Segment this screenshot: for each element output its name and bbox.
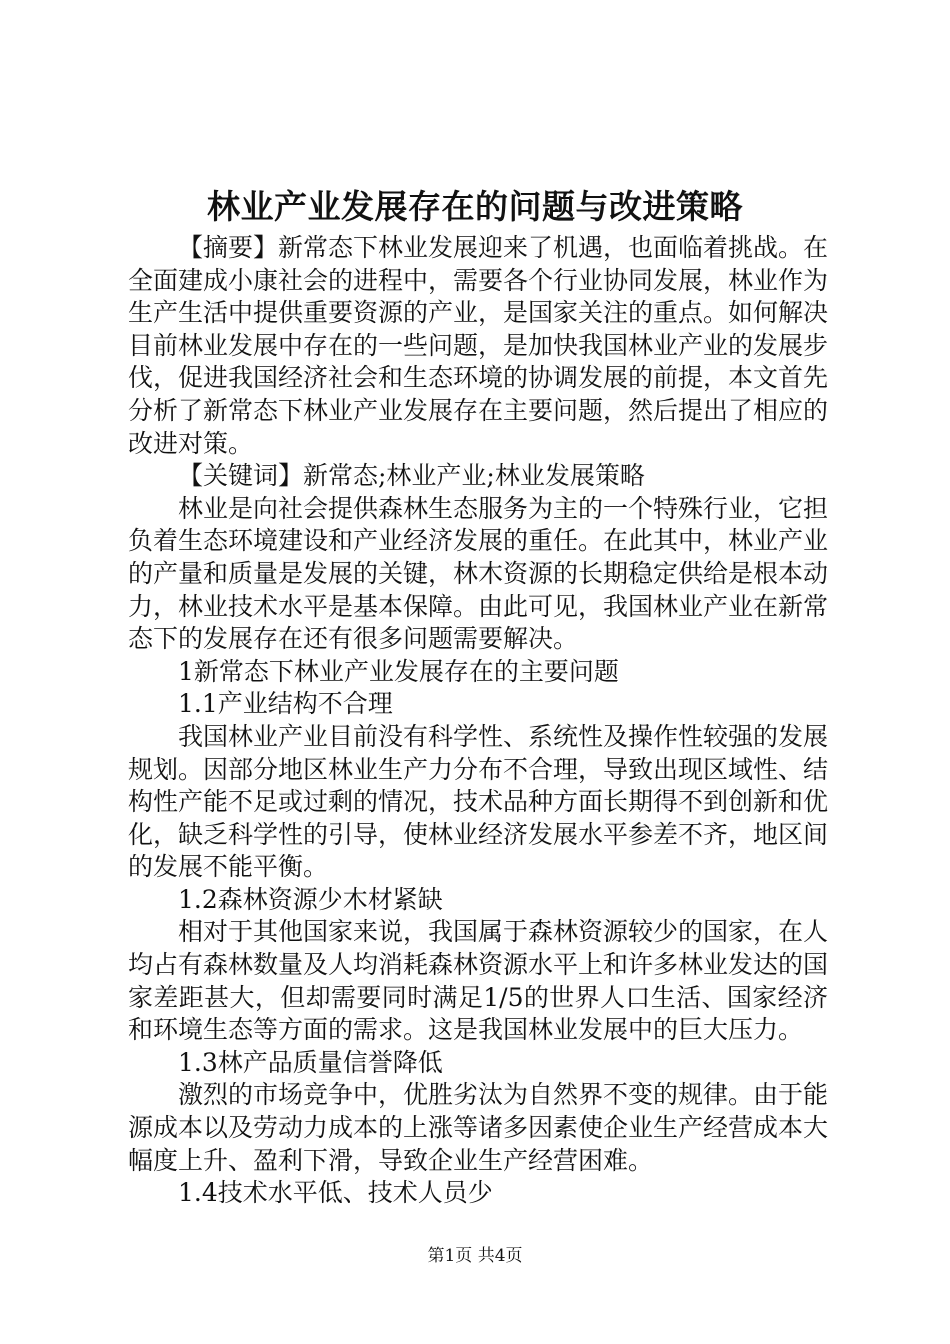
body-paragraph: 我国林业产业目前没有科学性、系统性及操作性较强的发展规划。因部分地区林业生产力分布不合理，导致出现区域性、结构性产能不足或过剩的情况，技术品种方面长期得不到创新和优化，缺乏科学性的引导，使林业经济发展水平参差不齐，地区间的发展不能平衡。 [128,721,829,882]
body-paragraph: 林业是向社会提供森林生态服务为主的一个特殊行业，它担负着生态环境建设和产业经济发展的重任。在此其中，林业产业的产量和质量是发展的关键，林木资源的长期稳定供给是根本动力，林业技术水平是基本保障。由此可见，我国林业产业在新常态下的发展存在还有很多问题需要解决。 [128,493,829,654]
body-paragraph: 相对于其他国家来说，我国属于森林资源较少的国家，在人均占有森林数量及人均消耗森林资源水平上和许多林业发达的国家差距甚大，但却需要同时满足1/5的世界人口生活、国家经济和环境生态等方面的需求。这是我国林业发展中的巨大压力。 [128,917,829,1045]
section-heading: 1新常态下林业产业发展存在的主要问题 [178,656,619,686]
subsection-heading: 1.2森林资源少木材紧缺 [178,884,443,914]
subsection-heading: 1.4技术水平低、技术人员少 [178,1178,493,1208]
body-paragraph: 激烈的市场竞争中，优胜劣汰为自然界不变的规律。由于能源成本以及劳动力成本的上涨等诸多因素使企业生产经营成本大幅度上升、盈利下滑，导致企业生产经营困难。 [128,1080,829,1175]
subsection-heading: 1.3林产品质量信誉降低 [178,1047,443,1077]
document-body [128,232,828,1210]
document-title: 林业产业发展存在的问题与改进策略 [207,187,743,226]
subsection-heading: 1.1产业结构不合理 [178,689,393,719]
keywords-line: 【关键词】新常态;林业产业;林业发展策略 [178,461,645,491]
abstract-paragraph: 【摘要】新常态下林业发展迎来了机遇，也面临着挑战。在全面建成小康社会的进程中，需要各个行业协同发展，林业作为生产生活中提供重要资源的产业，是国家关注的重点。如何解决目前林业发展中存在的一些问题，是加快我国林业产业的发展步伐，促进我国经济社会和生态环境的协调发展的前提，本文首先分析了新常态下林业产业发展存在主要问题，然后提出了相应的改进对策。 [128,233,829,458]
page-footer: 第1页 共4页 [427,1246,523,1266]
